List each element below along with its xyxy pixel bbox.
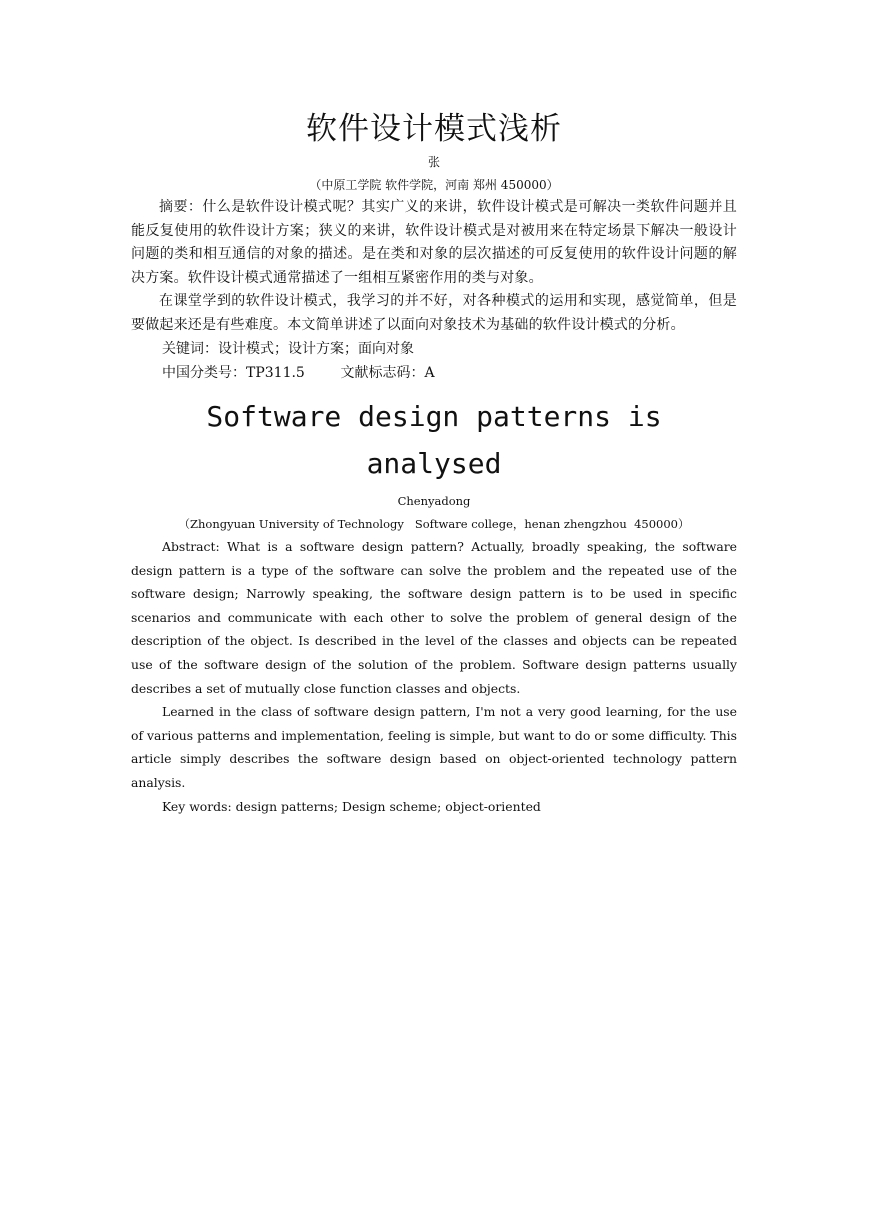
english-affiliation: （Zhongyuan University of Technology Software college，henan zhengzhou 450000） xyxy=(178,517,690,531)
chinese-author: 张 xyxy=(427,155,440,169)
chinese-paragraph: 在课堂学到的软件设计模式，我学习的并不好，对各种模式的运用和实现，感觉简单，但是要做起来还是有些难度。本文简单讲述了以面向对象技术为基础的软件设计模式的分析。 xyxy=(131,293,737,333)
chinese-affiliation: （中原工学院 软件学院，河南 郑州 450000） xyxy=(309,178,559,192)
chinese-abstract: 摘要：什么是软件设计模式呢？其实广义的来讲，软件设计模式是可解决一类软件问题并且能反复使用的软件设计方案；狭义的来讲，软件设计模式是对被用来在特定场景下解决一般设计问题的类和相互通信的对象的描述。是在类和对象的层次描述的可反复使用的软件设计问题的解决方案。软件设计模式通常描述了一组相互紧密作用的类与对象。 xyxy=(131,199,737,286)
english-paragraph: Learned in the class of software design pattern, I'm not a very good learning, for the use of various patterns and implementation, feeling is simple, but want to do or some difficulty. This article simply describes the software design based on object-oriented technology pattern analysis. xyxy=(131,704,737,790)
english-title-line-1: Software design patterns is xyxy=(206,400,662,433)
english-author: Chenyadong xyxy=(397,494,471,508)
english-keywords: Key words: design patterns; Design scheme; object-oriented xyxy=(162,798,541,814)
chinese-classification: 中国分类号：TP311.5 文献标志码：A xyxy=(162,365,435,381)
paper-page xyxy=(131,0,737,819)
english-title xyxy=(131,393,737,487)
chinese-title: 软件设计模式浅析 xyxy=(306,111,562,147)
chinese-keywords: 关键词：设计模式；设计方案；面向对象 xyxy=(162,341,414,357)
english-title-line-2: analysed xyxy=(366,447,502,480)
english-abstract: Abstract: What is a software design pattern? Actually, broadly speaking, the software design pattern is a type of the software can solve the problem and the repeated use of the software design; Narrowly speaking, the software design pattern is to be used in specific scenarios and communicate with each other to solve the problem of general design of the description of the object. Is described in the level of the classes and objects can be repeated use of the software design of the solution of the problem. Software design patterns usually describes a set of mutually close function classes and objects. xyxy=(131,539,737,696)
